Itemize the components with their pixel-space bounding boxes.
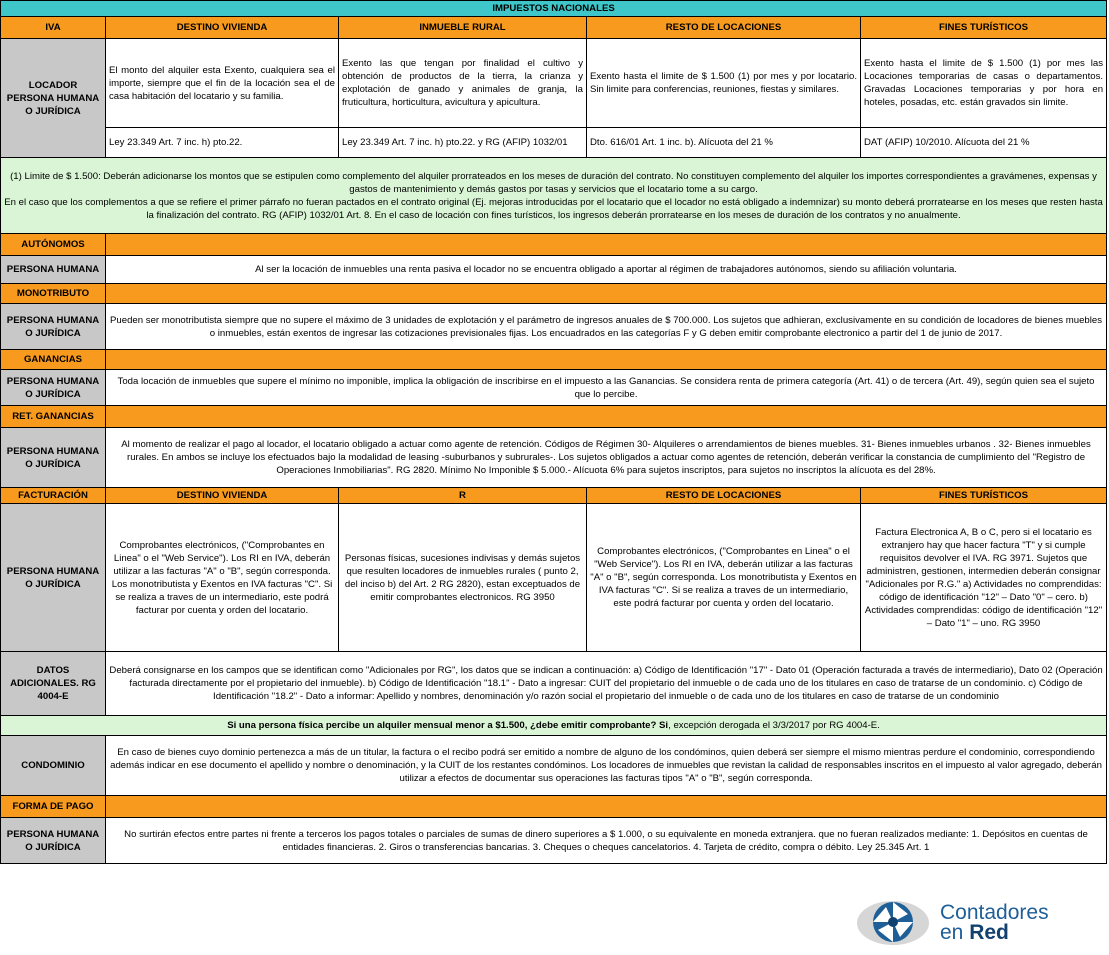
iva-row-label: LOCADOR PERSONA HUMANA O JURÍDICA (1, 39, 106, 158)
iva-col-inmueble-rural: INMUEBLE RURAL (339, 17, 587, 39)
autonomos-header: AUTÓNOMOS (1, 234, 106, 256)
logo-text-en: en (940, 921, 970, 944)
facturacion-text-resto-locaciones: Comprobantes electrónicos, ("Comprobantes en Linea" o el "Web Service"). Los RI en IVA, deberán utilizar a las facturas "A" o "B", según corresponda. Los monotributista y Exentos en IVA facturas "C". Si se realiza a traves de un intermediario, este podrá facturar por cuenta y orden del locatario. (587, 504, 861, 652)
forma-pago-header-fill (106, 796, 1107, 818)
facturacion-label: PERSONA HUMANA O JURÍDICA (1, 504, 106, 652)
iva-text-fines-turisticos: Exento hasta el limite de $ 1.500 (1) por mes las Locaciones temporarias de casas o departamentos. Gravadas Locaciones temporarias y por hora en hoteles, posadas, etc. están gravados sin limite. (861, 39, 1107, 128)
iva-ref-fines-turisticos: DAT (AFIP) 10/2010. Alícuota del 21 % (861, 128, 1107, 158)
condominio-label: CONDOMINIO (1, 736, 106, 796)
iva-col-resto-locaciones: RESTO DE LOCACIONES (587, 17, 861, 39)
forma-pago-text: No surtirán efectos entre partes ni frente a terceros los pagos totales o parciales de sumas de dinero superiores a $ 1.000, o su equivalente en moneda extranjera. que no fueran realizados mediante: 1. Depósitos en cuentas de entidades financieras. 2. Giros o transferencias bancarias. 3. Cheques o cheques cancelatorios. 4. Tarjeta de crédito, compra o débito. Ley 25.345 Art. 1 (106, 818, 1107, 864)
forma-pago-label: PERSONA HUMANA O JURÍDICA (1, 818, 106, 864)
ganancias-text: Toda locación de inmuebles que supere el mínimo no imponible, implica la obligación de inscribirse en el impuesto a las Ganancias. Se considera renta de primera categoría (Art. 41) o de tercera (Art. 49), según quien sea el sujeto que lo percibe. (106, 370, 1107, 406)
iva-footnote-p2: En el caso que los complementos a que se refiere el primer párrafo no fueran pactados en el contrato original (Ej. mejoras introducidas por el locatario que el locador no está obligado a indemnizar) su monto deberá prorratearse en los meses que resten hasta la finalización del contrato. RG (AFIP) 1032/01 Art. 8. En el caso de locación con fines turísticos, los ingresos deberán prorratearse en los meses de duración de los contratos y no anualmente. (4, 196, 1103, 221)
facturacion-col-destino-vivienda: DESTINO VIVIENDA (106, 488, 339, 504)
ganancias-header-fill (106, 350, 1107, 370)
logo-text-red: Red (969, 921, 1009, 944)
iva-text-inmueble-rural: Exento las que tengan por finalidad el cultivo y obtención de productos de la tierra, la crianza y explotación de ganado y animales de granja, la fruticultura, horticultura, avicultura y apicultura. (339, 39, 587, 128)
forma-pago-header: FORMA DE PAGO (1, 796, 106, 818)
page-title: IMPUESTOS NACIONALES (1, 1, 1107, 17)
monotributo-header: MONOTRIBUTO (1, 284, 106, 304)
ret-ganancias-label: PERSONA HUMANA O JURÍDICA (1, 428, 106, 488)
monotributo-text: Pueden ser monotributista siempre que no supere el máximo de 3 unidades de explotación y el parámetro de ingresos anuales de $ 700.000. Los sujetos que adhieran, exclusivamente en su condición de locadores de bienes muebles o inmuebles, están exentos de ingresar las cotizaciones previsionales fijas. Los encuadrados en las categorías F y G deben emitir comprobante electronico a partir del 1 de junio de 2017. (106, 304, 1107, 350)
ganancias-header: GANANCIAS (1, 350, 106, 370)
ret-ganancias-text: Al momento de realizar el pago al locador, el locatario obligado a actuar como agente de retención. Códigos de Régimen 30- Alquileres o arrendamientos de bienes muebles. 31- Bienes inmuebles urbanos . 32- Bienes inmuebles rurales. En ambos se incluye los efectuados bajo la modalidad de leasing -suburbanos y subrurales-. Los sujetos obligados a actuar como agentes de retención, deberán verificar la constancia de cumplimiento del "Registro de Operaciones Inmobiliarias". RG 2820. Mínimo No Imponible $ 5.000.- Alícuota 6% para sujetos inscriptos, para sujetos no inscriptos la alícuota es del 28%. (106, 428, 1107, 488)
iva-ref-destino-vivienda: Ley 23.349 Art. 7 inc. h) pto.22. (106, 128, 339, 158)
facturacion-col-resto-locaciones: RESTO DE LOCACIONES (587, 488, 861, 504)
question-answer: , excepción derogada el 3/3/2017 por RG 4004-E. (668, 720, 880, 731)
iva-ref-resto-locaciones: Dto. 616/01 Art. 1 inc. b). Alícuota del 21 % (587, 128, 861, 158)
iva-footnote (1, 158, 1107, 234)
condominio-text: En caso de bienes cuyo dominio pertenezca a más de un titular, la factura o el recibo podrá ser emitido a nombre de alguno de los condóminos, quien deberá ser siempre el mismo mientras perdure el condominio, correspondiendo además indicar en ese documento el apellido y nombre o denominación, y la CUIT de los restantes condóminos. Los locadores de inmuebles que revistan la calidad de responsables inscritos en el impuesto al valor agregado, deberán utilizar a efectos de documentar sus operaciones las facturas tipos "A" o "B", según corresponda. (106, 736, 1107, 796)
datos-adicionales-label: DATOS ADICIONALES. RG 4004-E (1, 652, 106, 716)
autonomos-header-fill (106, 234, 1107, 256)
facturacion-header: FACTURACIÓN (1, 488, 106, 504)
logo-text-line1: Contadores (940, 901, 1049, 924)
question-row (1, 716, 1107, 736)
camera-aperture-icon (856, 896, 931, 946)
facturacion-col-fines-turisticos: FINES TURÍSTICOS (861, 488, 1107, 504)
facturacion-text-fines-turisticos: Factura Electronica A, B o C, pero si el locatario es extranjero hay que hacer factura "T" y si cumple requisitos devolver el IVA. RG 3971. Sujetos que administren, gestionen, intermedien deberán consignar "Adicionales por R.G." a) Actividades no comprendidas: código de identificación "12" – Dato "0" – cero. b) Actividades comprendidas: código de identificación "12" – Dato "1" – uno. RG 3950 (861, 504, 1107, 652)
contadores-en-red-logo (848, 891, 1100, 951)
facturacion-text-destino-vivienda: Comprobantes electrónicos, ("Comprobantes en Linea" o el "Web Service"). Los RI en IVA, deberán utilizar a las facturas "A" o "B", según corresponda. Los monotributista y Exentos en IVA facturas "C". Si se realiza a traves de un intermediario, este podrá facturar por cuenta y orden del locatario. (106, 504, 339, 652)
logo-text-line2 (940, 921, 1009, 945)
iva-text-destino-vivienda: El monto del alquiler esta Exento, cualquiera sea el importe, siempre que el fin de la locación sea el de casa habitación del locatario y su familia. (106, 39, 339, 128)
autonomos-label: PERSONA HUMANA (1, 256, 106, 284)
iva-col-fines-turisticos: FINES TURÍSTICOS (861, 17, 1107, 39)
autonomos-text: Al ser la locación de inmuebles una renta pasiva el locador no se encuentra obligado a aportar al régimen de trabajadores autónomos, siendo su afiliación voluntaria. (106, 256, 1107, 284)
ganancias-label: PERSONA HUMANA O JURÍDICA (1, 370, 106, 406)
iva-ref-inmueble-rural: Ley 23.349 Art. 7 inc. h) pto.22. y RG (AFIP) 1032/01 (339, 128, 587, 158)
iva-footnote-p1: (1) Limite de $ 1.500: Deberán adicionarse los montos que se estipulen como complemento del alquiler prorrateados en los meses de duración del contrato. No constituyen complemento del alquiler los importes correspondientes a gravámenes, expensas y gastos de mantenimiento y demás gastos por tasas y servicios que el locatario tome a su cargo. (10, 170, 1097, 195)
datos-adicionales-text: Deberá consignarse en los campos que se identifican como "Adicionales por RG", los datos que se indican a continuación: a) Código de Identificación "17" - Dato 01 (Operación facturada a través de intermediario), Dato 02 (Operación facturada directamente por el propietario del inmueble). b) Código de Identificación "18.1" - Dato a ingresar: CUIT del propietario del inmueble o de cada uno de los titulares en caso de tratarse de un condominio. c) Código de Identificación "18.2" - Dato a informar: Apellido y nombres, denominación y/o razón social el propietario del inmueble o de cada uno de los titulares en caso de tratarse de un condominio (106, 652, 1107, 716)
ret-ganancias-header: RET. GANANCIAS (1, 406, 106, 428)
facturacion-text-r: Personas físicas, sucesiones indivisas y demás sujetos que resulten locadores de inmuebles rurales ( punto 2, del inciso b) del Art. 2 RG 2820), estan exceptuados de emitir comprobantes electronicos. RG 3950 (339, 504, 587, 652)
monotributo-header-fill (106, 284, 1107, 304)
monotributo-label: PERSONA HUMANA O JURÍDICA (1, 304, 106, 350)
iva-text-resto-locaciones: Exento hasta el limite de $ 1.500 (1) por mes y por locatario. Sin limite para conferencias, reuniones, fiestas y similares. (587, 39, 861, 128)
ret-ganancias-header-fill (106, 406, 1107, 428)
iva-header: IVA (1, 17, 106, 39)
iva-col-destino-vivienda: DESTINO VIVIENDA (106, 17, 339, 39)
question-text: Si una persona física percibe un alquiler mensual menor a $1.500, ¿debe emitir comprobante? Si (227, 720, 669, 731)
facturacion-col-r: R (339, 488, 587, 504)
